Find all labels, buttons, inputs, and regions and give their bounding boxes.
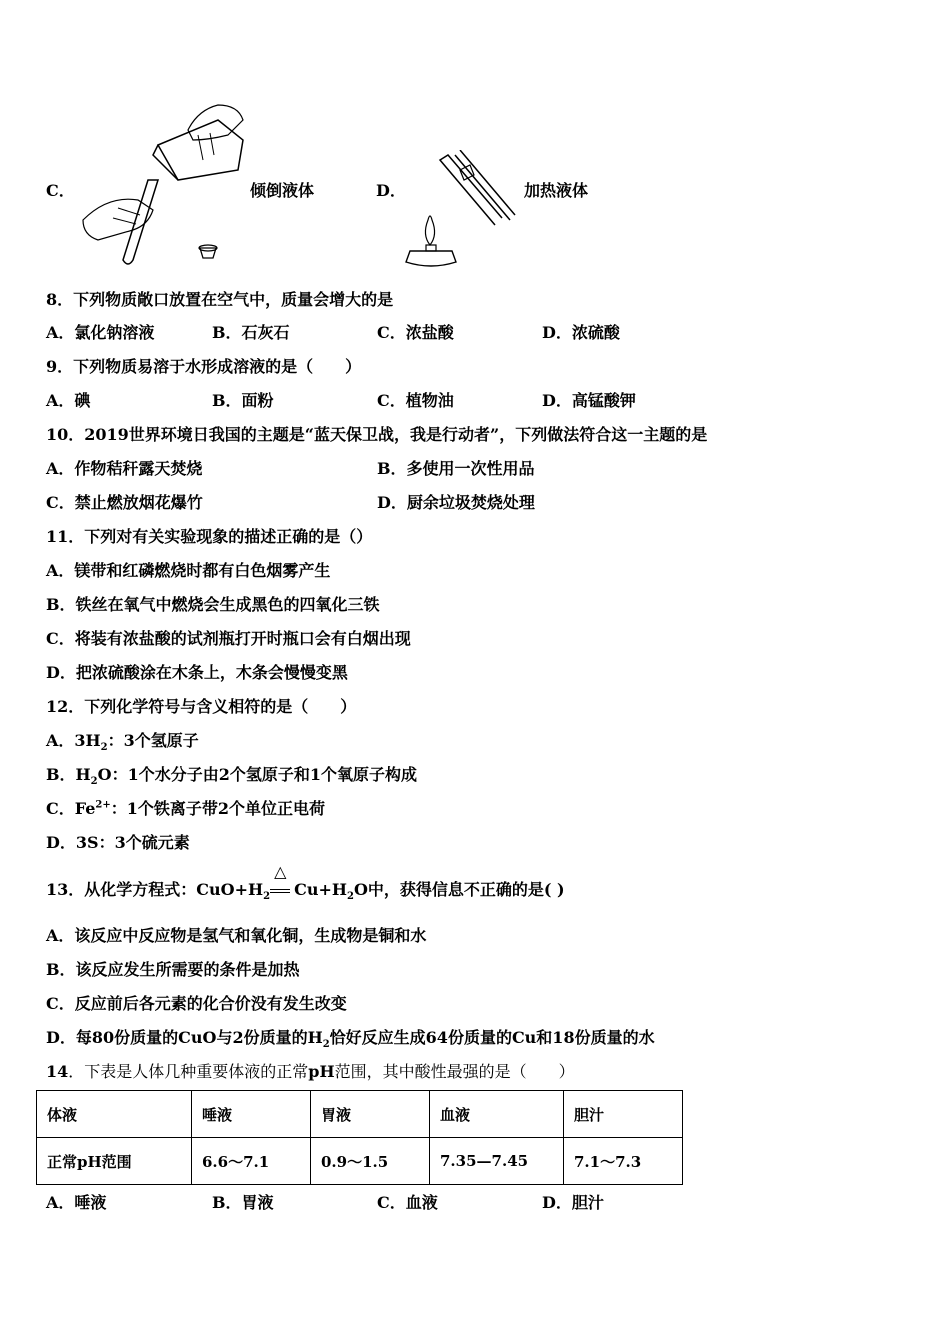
table-header-row: [37, 1091, 683, 1138]
q12-stem: 12．下列化学符号与含义相符的是（ ）: [46, 697, 357, 716]
table-cell: 体液: [37, 1091, 192, 1138]
q11-option-a: A．镁带和红磷燃烧时都有白色烟雾产生: [46, 561, 331, 580]
q9-option-b: B．面粉: [212, 391, 274, 410]
q9-option-a: A．碘: [46, 391, 91, 410]
q8-stem: 8．下列物质敞口放置在空气中，质量会增大的是: [46, 290, 394, 309]
q13-stem: 13．从化学方程式：$CuO+H_2$ △ $Cu+H_2O$中，获得信息不正确的是( ): [46, 862, 565, 903]
q10-option-b: B．多使用一次性用品: [377, 459, 535, 478]
q9-option-c: C．植物油: [377, 391, 454, 410]
q10-stem: 10．2019世界环境日我国的主题是“蓝天保卫战，我是行动者”，下列做法符合这一主题的是: [46, 425, 708, 444]
table-cell: 7.35—7.45: [430, 1138, 564, 1185]
q12-option-d: D．3S：3个硫元素: [46, 833, 190, 852]
q14-option-c: C．血液: [377, 1193, 438, 1212]
table-cell: 血液: [430, 1091, 564, 1138]
ph-range-table: [36, 1090, 683, 1185]
q8-option-b: B．石灰石: [212, 323, 290, 342]
q13-option-b: B．该反应发生所需要的条件是加热: [46, 960, 300, 979]
reaction-arrow: △: [270, 880, 294, 899]
q11-stem: 11．下列对有关实验现象的描述正确的是（）: [46, 527, 373, 546]
q14-option-b: B．胃液: [212, 1193, 274, 1212]
q11-option-c: C．将装有浓盐酸的试剂瓶打开时瓶口会有白烟出现: [46, 629, 411, 648]
q9-option-d: D．高锰酸钾: [542, 391, 636, 410]
q10-option-a: A．作物秸秆露天焚烧: [46, 459, 203, 478]
q14-option-d: D．胆汁: [542, 1193, 604, 1212]
q11-option-b: B．铁丝在氧气中燃烧会生成黑色的四氧化三铁: [46, 595, 380, 614]
q13-option-d: D．每80份质量的CuO与2份质量的$H_2$恰好反应生成64份质量的Cu和18份质量的水: [46, 1028, 655, 1051]
q13-option-c: C．反应前后各元素的化合价没有发生改变: [46, 994, 347, 1013]
q14-stem: 14．下表是人体几种重要体液的正常pH范围，其中酸性最强的是（ ）: [46, 1062, 575, 1081]
q12-option-c: C．$Fe^{2+}$：1个铁离子带2个单位正电荷: [46, 799, 326, 818]
table-cell: 0.9～1.5: [311, 1138, 430, 1185]
q7-option-d-text: 加热液体: [524, 181, 589, 200]
table-cell: 唾液: [192, 1091, 311, 1138]
q10-option-d: D．厨余垃圾焚烧处理: [377, 493, 535, 512]
q11-option-d: D．把浓硫酸涂在木条上，木条会慢慢变黑: [46, 663, 348, 682]
q13-option-a: A．该反应中反应物是氢气和氧化铜，生成物是铜和水: [46, 926, 427, 945]
q7-option-d-label: D．: [376, 181, 406, 200]
q8-option-a: A．氯化钠溶液: [46, 323, 155, 342]
q7-option-c-text: 倾倒液体: [250, 181, 315, 200]
q8-option-d: D．浓硫酸: [542, 323, 620, 342]
q14-option-a: A．唾液: [46, 1193, 107, 1212]
q12-option-a: A．$3H_2$：3个氢原子: [46, 731, 199, 754]
table-cell: 胃液: [311, 1091, 430, 1138]
q12-option-b: B．$H_2O$：1个水分子由2个氢原子和1个氧原子构成: [46, 765, 417, 788]
table-row: [37, 1138, 683, 1185]
table-cell: 7.1～7.3: [564, 1138, 683, 1185]
table-cell: 6.6～7.1: [192, 1138, 311, 1185]
q7-option-c-label: C．: [46, 181, 75, 200]
table-cell: 正常pH范围: [37, 1138, 192, 1185]
pour-liquid-illustration: [78, 100, 248, 270]
q10-option-c: C．禁止燃放烟花爆竹: [46, 493, 203, 512]
q8-option-c: C．浓盐酸: [377, 323, 454, 342]
q9-stem: 9．下列物质易溶于水形成溶液的是（ ）: [46, 357, 362, 376]
table-cell: 胆汁: [564, 1091, 683, 1138]
heat-liquid-illustration: [400, 150, 520, 270]
